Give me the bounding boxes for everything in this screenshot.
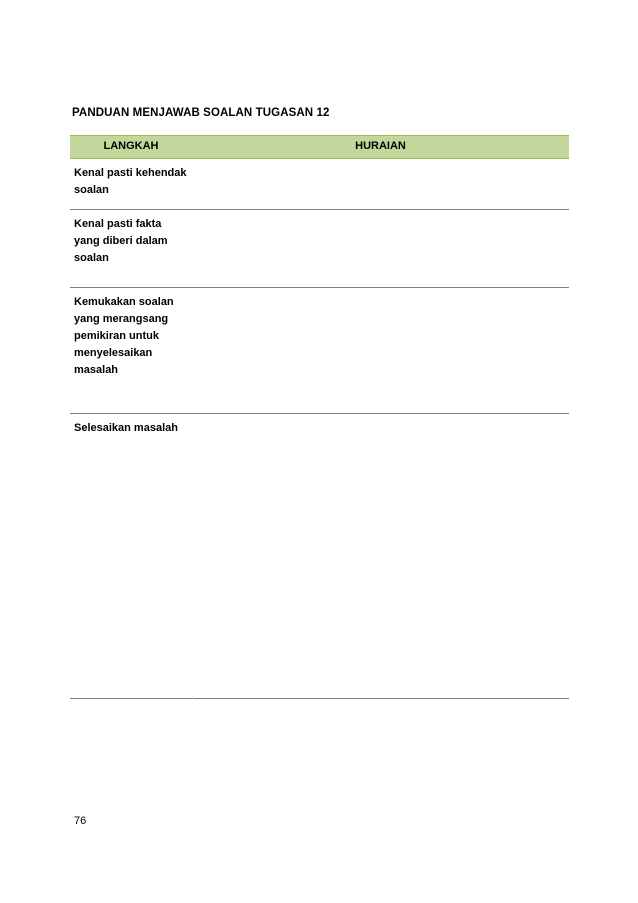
step-label: Kemukakan soalan yang merangsang pemikiran untuk menyelesaikan masalah bbox=[74, 296, 174, 376]
column-divider bbox=[192, 697, 193, 699]
table-row bbox=[70, 210, 569, 288]
page-number: 76 bbox=[74, 815, 87, 827]
guide-table bbox=[70, 135, 569, 699]
document-title: PANDUAN MENJAWAB SOALAN TUGASAN 12 bbox=[72, 107, 330, 119]
table-header bbox=[70, 135, 569, 159]
header-huraian: HURAIAN bbox=[355, 140, 406, 152]
step-label: Selesaikan masalah bbox=[74, 422, 178, 434]
step-label: Kenal pasti kehendak soalan bbox=[74, 167, 187, 196]
header-langkah: LANGKAH bbox=[103, 140, 159, 152]
table-row bbox=[70, 414, 569, 699]
table-row bbox=[70, 159, 569, 210]
step-label: Kenal pasti fakta yang diberi dalam soalan bbox=[74, 218, 168, 264]
table-row bbox=[70, 288, 569, 414]
